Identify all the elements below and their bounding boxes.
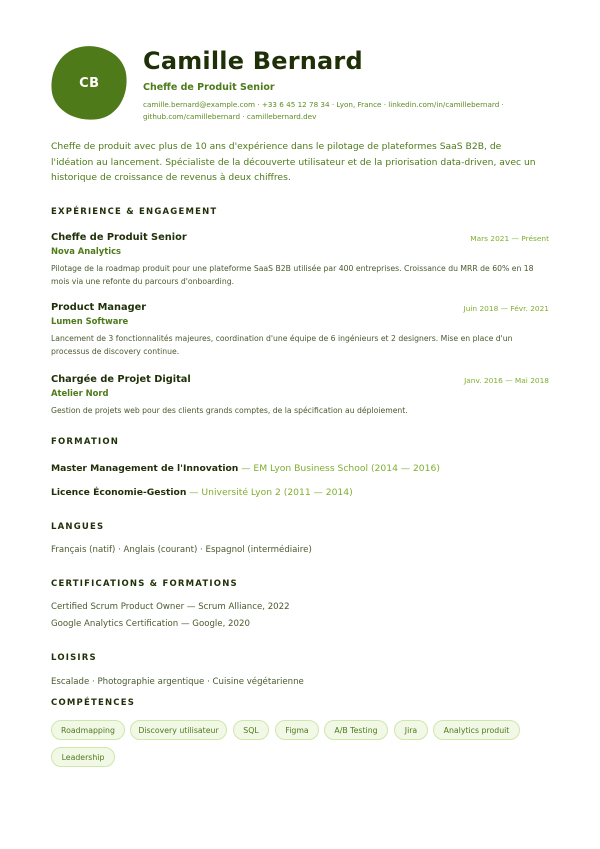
resume-header: [51, 44, 551, 124]
avatar: [46, 41, 132, 125]
candidate-name: Camille Bernard: [143, 47, 363, 75]
skill-chip: Figma: [275, 720, 319, 740]
section-title-hobbies: LOISIRS: [51, 653, 97, 663]
languages-list: Français (natif) · Anglais (courant) · Espagnol (intermédiaire): [51, 545, 312, 555]
experience-item: [51, 374, 549, 420]
experience-item: [51, 232, 549, 292]
avatar-initials: CB: [78, 75, 100, 91]
contact-info[interactable]: camille.bernard@example.com · +33 6 45 12 78 34 · Lyon, France · linkedin.com/in/camillebernard · github.com/camillebernard · camillebernard.dev: [143, 100, 504, 121]
job-description: Lancement de 3 fonctionnalités majeures, coordination d'une équipe de 6 ingénieurs et 2 designers. Mise en place d'un processus de discovery continue.: [51, 334, 513, 356]
section-title-certifications: CERTIFICATIONS & FORMATIONS: [51, 579, 238, 589]
skill-chip: Leadership: [51, 747, 115, 767]
skill-chip: Discovery utilisateur: [130, 720, 227, 740]
job-date: Juin 2018 — Févr. 2021: [463, 304, 549, 313]
skill-chip: SQL: [233, 720, 269, 740]
education-school: — EM Lyon Business School (2014 — 2016): [238, 463, 440, 474]
education-degree: Master Management de l'Innovation: [51, 463, 239, 474]
skill-chip: A/B Testing: [324, 720, 388, 740]
section-title-languages: LANGUES: [51, 522, 105, 532]
education-school: — Université Lyon 2 (2011 — 2014): [186, 487, 353, 498]
hobbies-list: Escalade · Photographie argentique · Cuisine végétarienne: [51, 677, 304, 687]
education-degree: Licence Économie-Gestion: [51, 487, 187, 498]
job-title: Chargée de Projet Digital: [51, 374, 191, 385]
education-item: [51, 463, 440, 474]
job-description: Pilotage de la roadmap produit pour une plateforme SaaS B2B utilisée par 400 entreprises. Croissance du MRR de 60% en 18 mois via une refonte du parcours d'onboarding.: [51, 264, 534, 286]
skill-chip: Jira: [394, 720, 428, 740]
job-date: Mars 2021 — Présent: [470, 234, 549, 243]
job-date: Janv. 2016 — Mai 2018: [464, 376, 549, 385]
job-title: Product Manager: [51, 302, 147, 313]
profile-summary: Cheffe de produit avec plus de 10 ans d'expérience dans le pilotage de plateformes SaaS B2B, de l'idéation au lancement. Spécialiste de la découverte utilisateur et de la priorisation data-driven, avec un historique de croissance de revenus à deux chiffres.: [51, 141, 536, 184]
job-description: Gestion de projets web pour des clients grands comptes, de la spécification au déploiement.: [51, 406, 408, 415]
job-company: Atelier Nord: [51, 388, 109, 398]
candidate-role: Cheffe de Produit Senior: [143, 82, 275, 93]
certification-item: Google Analytics Certification — Google, 2020: [51, 619, 250, 629]
job-company: Lumen Software: [51, 316, 129, 326]
section-title-experience: EXPÉRIENCE & ENGAGEMENT: [51, 207, 218, 217]
skill-chip: Analytics produit: [433, 720, 520, 740]
skill-chip: Roadmapping: [51, 720, 125, 740]
job-company: Nova Analytics: [51, 246, 122, 256]
certification-item: Certified Scrum Product Owner — Scrum Alliance, 2022: [51, 602, 290, 612]
section-title-skills: COMPÉTENCES: [51, 698, 136, 708]
job-title: Cheffe de Produit Senior: [51, 232, 187, 243]
education-item: [51, 487, 353, 498]
experience-item: [51, 302, 549, 362]
section-title-education: FORMATION: [51, 437, 120, 447]
